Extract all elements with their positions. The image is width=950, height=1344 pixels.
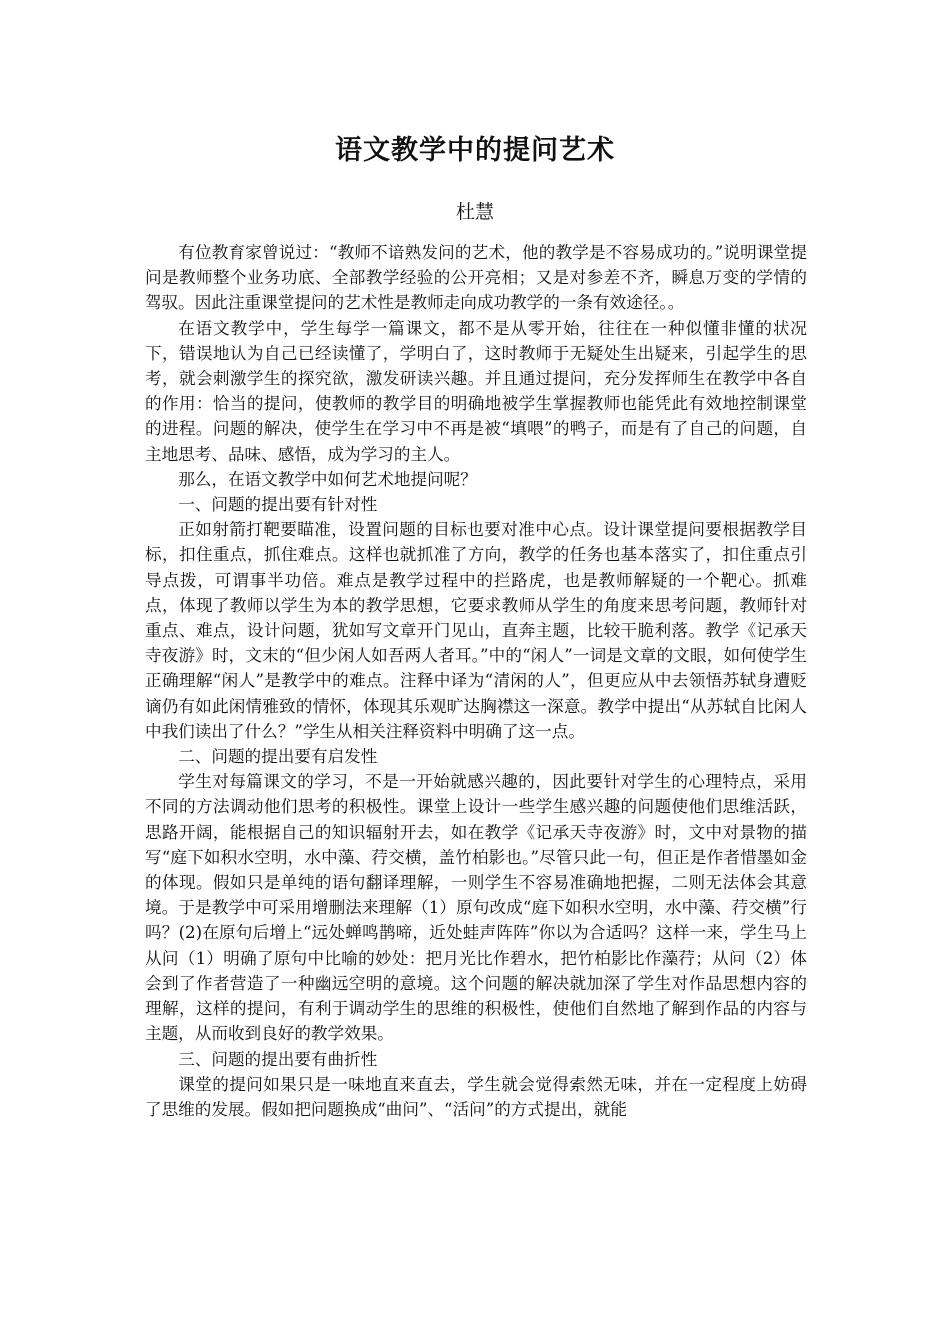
- document-title: 语文教学中的提问艺术: [335, 135, 615, 166]
- section-heading-2: 二、问题的提出要有启发性: [178, 747, 378, 767]
- paragraph-context: 在语文教学中，学生每学一篇课文，都不是从零开始，往往在一种似懂非懂的状况下，错误地认为自己已经读懂了，学明白了，这时教师于无疑处生出疑来，引起学生的思考，就会刺激学生的探究欲，激发研读兴趣。并且通过提问，充分发挥师生在教学中各自的作用：恰当的提问，使教师的教学目的明确地被学生掌握教师也能凭此有效地控制课堂的进程。问题的解决，使学生在学习中不再是被“填喂”的鸭子，而是有了自己的问题，自主地思考、品味、感悟，成为学习的主人。: [145, 318, 807, 464]
- paragraph-section-2: 学生对每篇课文的学习，不是一开始就感兴趣的，因此要针对学生的心理特点，采用不同的方法调动他们思考的积极性。课堂上设计一些学生感兴趣的问题使他们思维活跃，思路开阔，能根据自己的知识辐射开去，如在教学《记承天寺夜游》时，文中对景物的描写“庭下如积水空明，水中藻、荇交横，盖竹柏影也。”尽管只此一句，但正是作者惜墨如金的体现。假如只是单纯的语句翻译理解，一则学生不容易准确地把握，二则无法体会其意境。于是教学中可采用增删法来理解（1）原句改成“庭下如积水空明，水中藻、荇交横”行吗？(2)在原句后增上“远处蝉鸣鹊啼，近处蛙声阵阵”你以为合适吗？这样一来，学生马上从问（1）明确了原句中比喻的妙处：把月光比作碧水，把竹柏影比作藻荇；从问（2）体会到了作者营造了一种幽远空明的意境。这个问题的解决就加深了学生对作品思想内容的理解，这样的提问，有利于调动学生的思维的积极性，使他们自然地了解到作品的内容与主题，从而收到良好的教学效果。: [145, 772, 807, 1044]
- paragraph-question: 那么，在语文教学中如何艺术地提问呢？: [178, 469, 477, 489]
- section-heading-3: 三、问题的提出要有曲折性: [178, 1049, 378, 1069]
- paragraph-section-1: 正如射箭打靶要瞄准，设置问题的目标也要对准中心点。设计课堂提问要根据教学目标，扣住重点，抓住难点。这样也就抓准了方向，教学的任务也基本落实了，扣住重点引导点拨，可谓事半功倍。难点是教学过程中的拦路虎，也是教师解疑的一个靶心。抓难点，体现了教师以学生为本的教学思想，它要求教师从学生的角度来思考问题，教师针对重点、难点，设计问题，犹如写文章开门见山，直奔主题，比较干脆利落。教学《记承天寺夜游》时，文末的“但少闲人如吾两人者耳。”中的“闲人”一词是文章的文眼，如何使学生正确理解“闲人”是教学中的难点。注释中译为“清闲的人”，但更应从中去领悟苏轼身遭贬谪仍有如此闲情雅致的情怀，体现其乐观旷达胸襟这一深意。教学中提出“从苏轼自比闲人中我们读出了什么？”学生从相关注释资料中明确了这一点。: [145, 520, 807, 741]
- section-heading-1: 一、问题的提出要有针对性: [178, 495, 378, 515]
- document-body: [145, 240, 807, 1122]
- paragraph-intro: 有位教育家曾说过：“教师不谙熟发问的艺术，他的教学是不容易成功的。”说明课堂提问是教师整个业务功底、全部教学经验的公开亮相；又是对参差不齐，瞬息万变的学情的驾驭。因此注重课堂提问的艺术性是教师走向成功教学的一条有效途径。。: [145, 243, 807, 313]
- paragraph-section-3: 课堂的提问如果只是一味地直来直去，学生就会觉得索然无味，并在一定程度上妨碍了思维的发展。假如把问题换成“曲问”、“活问”的方式提出，就能: [145, 1074, 807, 1119]
- author-name: 杜慧: [455, 201, 494, 223]
